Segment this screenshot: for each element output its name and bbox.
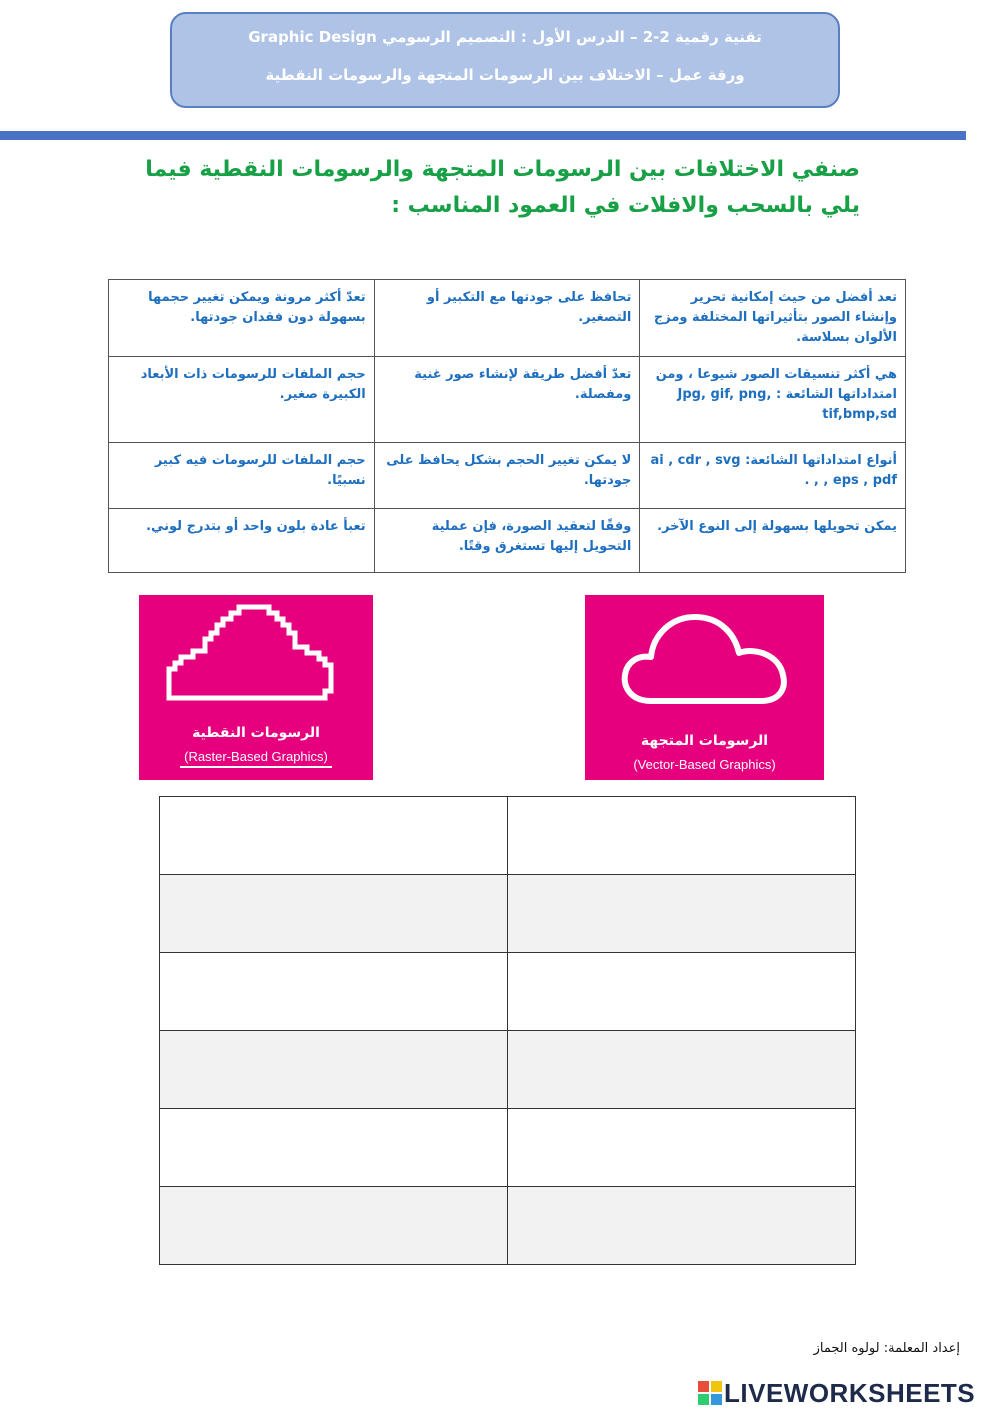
vector-drop-zone[interactable]	[508, 953, 856, 1031]
drag-card[interactable]: تعدّ أكثر مرونة ويمكن تغيير حجمها بسهولة دون فقدان جودتها.	[109, 280, 375, 357]
vector-drop-zone[interactable]	[508, 1109, 856, 1187]
vector-graphics-tile	[585, 595, 824, 780]
drag-card[interactable]: أنواع امتداداتها الشائعة: ai , cdr , svg , eps , pdf , .	[640, 443, 906, 509]
header-title: تقنية رقمية 2-2 – الدرس الأول : التصميم الرسومي Graphic Design	[248, 28, 762, 46]
draggable-cards-table	[108, 279, 906, 573]
header-banner	[170, 12, 840, 108]
drag-card[interactable]: تعبأ عادة بلون واحد أو بتدرج لوني.	[109, 509, 375, 573]
vector-title-en: (Vector-Based Graphics)	[633, 757, 776, 772]
divider-rule	[0, 131, 966, 140]
drag-card[interactable]: تعدّ أفضل طريقة لإنشاء صور غنية ومفصلة.	[374, 357, 640, 443]
raster-graphics-tile	[139, 595, 373, 780]
vector-drop-zone[interactable]	[508, 1031, 856, 1109]
vector-drop-zone[interactable]	[508, 1187, 856, 1265]
raster-title-ar: الرسومات النقطية	[192, 725, 320, 741]
drag-card[interactable]: حجم الملفات للرسومات ذات الأبعاد الكبيرة صغير.	[109, 357, 375, 443]
vector-drop-zone[interactable]	[508, 797, 856, 875]
vector-title-ar: الرسومات المتجهة	[640, 733, 769, 749]
drag-card[interactable]: هي أكثر تنسيقات الصور شيوعا ، ومن امتداداتها الشائعة : Jpg, gif, png, tif,bmp,sd	[640, 357, 906, 443]
drag-card[interactable]: تحافظ على جودتها مع التكبير أو التصغير.	[374, 280, 640, 357]
drag-card[interactable]: لا يمكن تغيير الحجم بشكل يحافظ على جودتها.	[374, 443, 640, 509]
drag-card[interactable]: يمكن تحويلها بسهولة إلى النوع الآخر.	[640, 509, 906, 573]
raster-drop-zone[interactable]	[160, 1031, 508, 1109]
instruction-text: صنفي الاختلافات بين الرسومات المتجهة والرسومات النقطية فيما يلي بالسحب والافلات في العمود المناسب :	[145, 157, 860, 218]
raster-drop-zone[interactable]	[160, 1187, 508, 1265]
raster-drop-zone[interactable]	[160, 797, 508, 875]
raster-drop-zone[interactable]	[160, 875, 508, 953]
brand-name: LIVEWORKSHEETS	[724, 1378, 976, 1408]
vector-drop-zone[interactable]	[508, 875, 856, 953]
drag-card[interactable]: وفقًا لتعقيد الصورة، فإن عملية التحويل إليها تستغرق وقتًا.	[374, 509, 640, 573]
liveworksheets-logo-icon	[698, 1381, 722, 1405]
liveworksheets-brand	[698, 1378, 975, 1408]
drag-card[interactable]: حجم الملفات للرسومات فيه كبير نسبيًا.	[109, 443, 375, 509]
cloud-icon	[585, 595, 824, 725]
header-subtitle: ورقة عمل – الاختلاف بين الرسومات المتجهة والرسومات النقطية	[265, 66, 745, 84]
answer-drop-table	[159, 796, 856, 1265]
raster-title-en: (Raster-Based Graphics)	[180, 749, 332, 768]
drag-card[interactable]: تعد أفضل من حيث إمكانية تحرير وإنشاء الصور بتأثيراتها المختلفة ومزج الألوان بسلاسة.	[640, 280, 906, 357]
pixel-cloud-icon	[139, 595, 373, 725]
raster-drop-zone[interactable]	[160, 953, 508, 1031]
teacher-credit: إعداد المعلمة: لولوه الجماز	[813, 1341, 960, 1356]
raster-drop-zone[interactable]	[160, 1109, 508, 1187]
